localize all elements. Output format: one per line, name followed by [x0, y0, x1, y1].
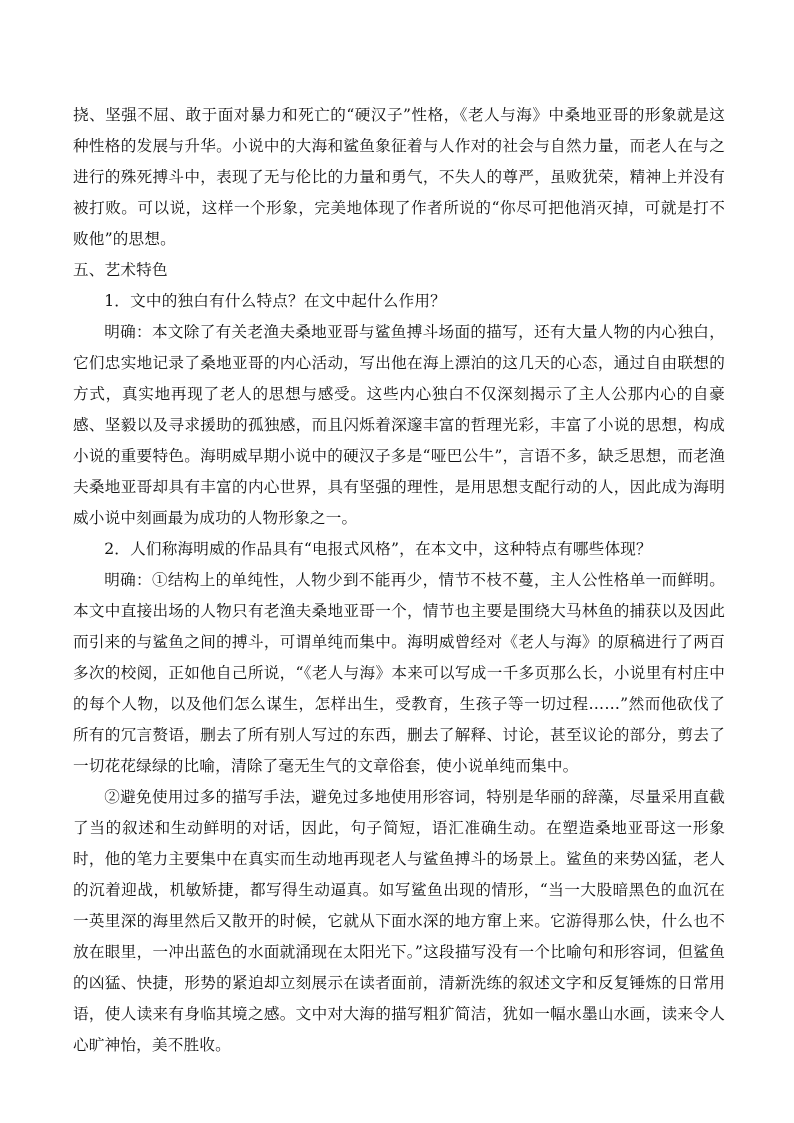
- section-heading: 五、艺术特色: [73, 261, 168, 279]
- answer-2-part-1: 明确：①结构上的单纯性，人物少到不能再少，情节不枝不蔓，主人公性格单一而鲜明。本文中直接出场的人物只有老渔夫桑地亚哥一个，情节也主要是围绕大马林鱼的捕获以及因此而引来的与鲨鱼之间的搏斗，可谓单纯而集中。海明威曾经对《老人与海》的原稿进行了两百多次的校阅，正如他自己所说，“《老人与海》本来可以写成一千多页那么长，小说里有村庄中的每个人物，以及他们怎么谋生，怎样出生，受教育，生孩子等一切过程……”然而他砍伐了所有的冗言赘语，删去了所有别人写过的东西，删去了解释、讨论，甚至议论的部分，剪去了一切花花绿绿的比喻，清除了毫无生气的文章俗套，使小说单纯而集中。: [73, 571, 725, 775]
- answer-2-part-2: ②避免使用过多的描写手法，避免过多地使用形容词，特别是华丽的辞藻，尽量采用直截了当的叙述和生动鲜明的对话，因此，句子简短，语汇准确生动。在塑造桑地亚哥这一形象时，他的笔力主要集中在真实而生动地再现老人与鲨鱼搏斗的场景上。鲨鱼的来势凶猛，老人的沉着迎战，机敏矫捷，都写得生动逼真。如写鲨鱼出现的情形，“当一大股暗黑色的血沉在一英里深的海里然后又散开的时候，它就从下面水深的地方窜上来。它游得那么快，什么也不放在眼里，一冲出蓝色的水面就涌现在太阳光下。”这段描写没有一个比喻句和形容词，但鲨鱼的凶猛、快捷，形势的紧迫却立刻展示在读者面前，清新洗练的叙述文字和反复锤炼的日常用语，使人读来有身临其境之感。文中对大海的描写粗犷简洁，犹如一幅水墨山水画，读来令人心旷神怡，美不胜收。: [73, 788, 725, 1054]
- question-1: 1．文中的独白有什么特点？在文中起什么作用？: [104, 292, 446, 310]
- paragraph-continuation: 挠、坚强不屈、敢于面对暴力和死亡的“硬汉子”性格，《老人与海》中桑地亚哥的形象就是这种性格的发展与升华。小说中的大海和鲨鱼象征着与人作对的社会与自然力量，而老人在与之进行的殊死搏斗中，表现了无与伦比的力量和勇气，不失人的尊严，虽败犹荣，精神上并没有被打败。可以说，这样一个形象，完美地体现了作者所说的“你尽可把他消灭掉，可就是打不败他”的思想。: [73, 106, 725, 248]
- answer-1: 明确：本文除了有关老渔夫桑地亚哥与鲨鱼搏斗场面的描写，还有大量人物的内心独白，它们忠实地记录了桑地亚哥的内心活动，写出他在海上漂泊的这几天的心态，通过自由联想的方式，真实地再现了老人的思想与感受。这些内心独白不仅深刻揭示了主人公那内心的自豪感、坚毅以及寻求援助的孤独感，而且闪烁着深邃丰富的哲理光彩，丰富了小说的思想，构成小说的重要特色。海明威早期小说中的硬汉子多是“哑巴公牛”，言语不多，缺乏思想，而老渔夫桑地亚哥却具有丰富的内心世界，具有坚强的理性，是用思想支配行动的人，因此成为海明威小说中刻画最为成功的人物形象之一。: [73, 323, 725, 527]
- document-body: [73, 100, 725, 1061]
- question-2: 2．人们称海明威的作品具有“电报式风格”，在本文中，这种特点有哪些体现？: [104, 540, 652, 558]
